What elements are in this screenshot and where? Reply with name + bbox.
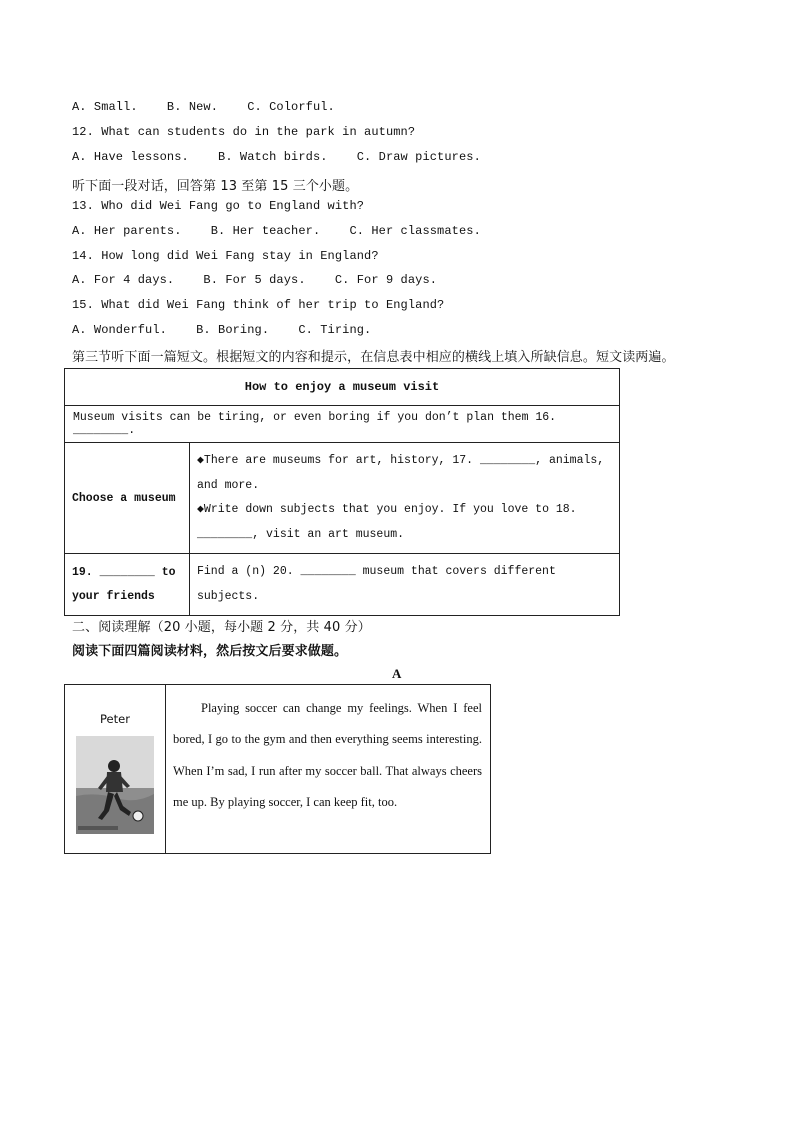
q12-options: A. Have lessons. B. Watch birds. C. Draw pictures. xyxy=(72,150,481,164)
instruction-13-15: 听下面一段对话，回答第 13 至第 15 三个小题。 xyxy=(72,179,359,194)
choose-museum-label: Choose a museum xyxy=(65,443,190,554)
q20-text: Find a (n) 20. ________ museum that covers different subjects. xyxy=(190,554,620,616)
table-title: How to enjoy a museum visit xyxy=(65,369,620,406)
reading-section-title: 二、阅读理解（20 小题，每小题 2 分，共 40 分） xyxy=(72,620,371,635)
peter-name: Peter xyxy=(100,712,130,726)
table-line-18: ◆Write down subjects that you enjoy. If you love to 18. ________, visit an art museum. xyxy=(197,503,577,541)
table-line-17: ◆There are museums for art, history, 17. ________, animals, and more. xyxy=(197,454,605,492)
table-row-16: Museum visits can be tiring, or even boring if you don’t plan them 16. ________. xyxy=(65,406,620,443)
q15-options: A. Wonderful. B. Boring. C. Tiring. xyxy=(72,323,372,337)
passage-label: A xyxy=(392,666,402,681)
soccer-player-photo xyxy=(76,736,154,834)
q19-label: 19. ________ to your friends xyxy=(65,554,190,616)
peter-table xyxy=(64,684,491,854)
question-12: 12. What can students do in the park in autumn? xyxy=(72,125,416,139)
q14-options: A. For 4 days. B. For 5 days. C. For 9 days. xyxy=(72,273,438,287)
choose-museum-content xyxy=(190,443,620,554)
info-table xyxy=(64,368,620,616)
question-14: 14. How long did Wei Fang stay in England? xyxy=(72,249,379,263)
question-13: 13. Who did Wei Fang go to England with? xyxy=(72,199,365,213)
section3-instruction: 第三节听下面一篇短文。根据短文的内容和提示，在信息表中相应的横线上填入所缺信息。短文读两遍。 xyxy=(72,350,675,365)
q11-options: A. Small. B. New. C. Colorful. xyxy=(72,100,335,114)
q13-options: A. Her parents. B. Her teacher. C. Her classmates. xyxy=(72,224,481,238)
peter-cell xyxy=(65,685,166,854)
question-15: 15. What did Wei Fang think of her trip to England? xyxy=(72,298,445,312)
peter-passage: Playing soccer can change my feelings. When I feel bored, I go to the gym and then everything seems interesting. When I’m sad, I run after my soccer ball. That always cheers me up. By playing soccer, I can keep fit, too. xyxy=(166,685,491,854)
reading-instruction: 阅读下面四篇阅读材料，然后按文后要求做题。 xyxy=(72,644,348,659)
